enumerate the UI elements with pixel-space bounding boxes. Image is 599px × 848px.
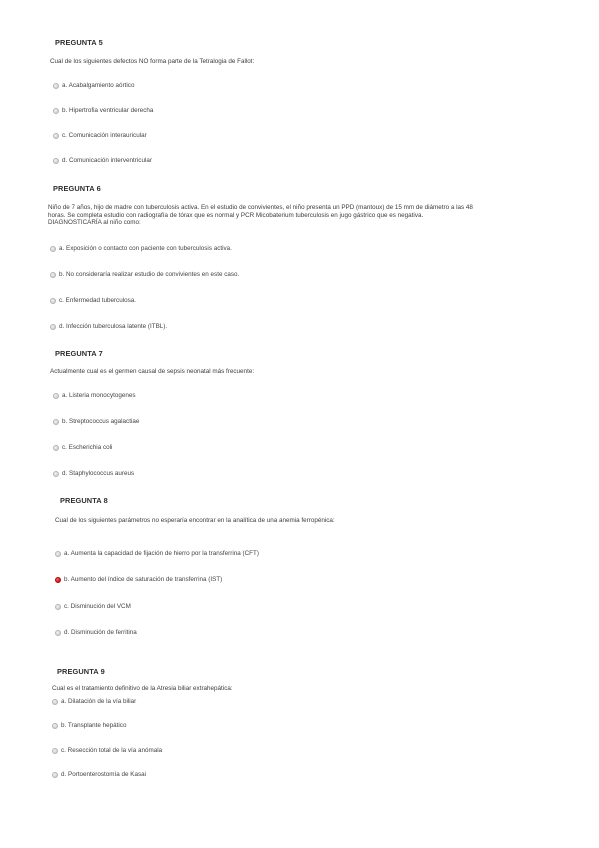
question-text-line: DIAGNOSTICARÍA al niño como:: [48, 219, 141, 227]
question-text-line: Cual de los siguientes defectos NO forma parte de la Tetralogia de Fallot:: [50, 58, 255, 65]
radio-button[interactable]: [52, 699, 58, 705]
radio-button[interactable]: [55, 604, 61, 610]
question-5-option-c[interactable]: [53, 132, 147, 139]
question-6-title: PREGUNTA 6: [53, 184, 101, 193]
question-8-option-b[interactable]: [55, 576, 222, 583]
option-label: a. Exposición o contacto con paciente con tuberculosis activa.: [59, 245, 232, 252]
question-text-line: Niño de 7 años, hijo de madre con tuberculosis activa. En el estudio de convivientes, el niño presenta un PPD (mantoux) de 15 mm de diámetro a las 48: [48, 204, 473, 211]
question-text-line: Cual es el tratamiento definitivo de la Atresia biliar extrahepática:: [52, 685, 233, 692]
question-text-line: Cual de los siguientes parámetros no esperaría encontrar en la analítica de una anemia ferropénica:: [55, 517, 335, 524]
option-label: d. Comunicación interventricular: [62, 157, 152, 164]
option-label: d. Disminución de ferritina: [64, 629, 137, 636]
radio-button[interactable]: [53, 393, 59, 399]
radio-button[interactable]: [53, 158, 59, 164]
question-5-option-b[interactable]: [53, 107, 153, 114]
option-label: b. Transplante hepático: [61, 722, 127, 729]
question-9-title: PREGUNTA 9: [57, 667, 105, 676]
question-9-text: [52, 685, 233, 693]
option-label: a. Listeria monocytogenes: [62, 392, 136, 399]
option-label: d. Portoenterostomía de Kasai: [61, 771, 147, 778]
option-label: c. Escherichia coli: [62, 444, 113, 451]
question-5-option-a[interactable]: [53, 82, 134, 89]
question-9-option-b[interactable]: [52, 722, 126, 729]
question-5-option-d[interactable]: [53, 157, 152, 164]
option-label: c. Comunicación interauricular: [62, 132, 147, 139]
option-label: b. No consideraría realizar estudio de convivientes en este caso.: [59, 271, 240, 278]
question-6-option-b[interactable]: [50, 271, 239, 278]
radio-button[interactable]: [50, 298, 56, 304]
question-9-option-a[interactable]: [52, 698, 136, 705]
radio-button[interactable]: [55, 551, 61, 557]
option-label: a. Acabalgamiento aórtico: [62, 82, 135, 89]
question-8-text: [55, 517, 335, 525]
question-7-option-c[interactable]: [53, 444, 112, 451]
radio-button[interactable]: [53, 83, 59, 89]
question-6-option-a[interactable]: [50, 245, 232, 252]
question-7-title: PREGUNTA 7: [55, 349, 103, 358]
question-text-line: Actualmente cual es el germen causal de sepsis neonatal más frecuente:: [50, 368, 255, 375]
radio-button[interactable]: [52, 772, 58, 778]
radio-button-selected[interactable]: [55, 577, 61, 583]
question-9-option-c[interactable]: [52, 747, 162, 754]
radio-button[interactable]: [53, 108, 59, 114]
question-7-option-a[interactable]: [53, 392, 136, 399]
option-label: a. Aumenta la capacidad de fijación de hierro por la transferrina (CFT): [64, 550, 259, 557]
option-label: c. Enfermedad tuberculosa.: [59, 297, 137, 304]
radio-button[interactable]: [55, 630, 61, 636]
option-label: b. Streptococcus agalactiae: [62, 418, 140, 425]
option-label: b. Aumento del índice de saturación de transferrina (IST): [64, 576, 223, 583]
option-label: c. Resección total de la vía anómala: [61, 747, 163, 754]
question-8-option-a[interactable]: [55, 550, 259, 557]
radio-button[interactable]: [50, 246, 56, 252]
question-9-option-d[interactable]: [52, 771, 146, 778]
question-8-title: PREGUNTA 8: [60, 496, 108, 505]
option-label: a. Dilatación de la vía biliar: [61, 698, 137, 705]
option-label: c. Disminución del VCM: [64, 603, 131, 610]
option-label: d. Staphylococcus aureus: [62, 470, 135, 477]
question-8-option-c[interactable]: [55, 603, 131, 610]
question-5-title: PREGUNTA 5: [55, 38, 103, 47]
radio-button[interactable]: [53, 471, 59, 477]
question-8-option-d[interactable]: [55, 629, 137, 636]
radio-button[interactable]: [53, 419, 59, 425]
option-label: b. Hipertrofia ventricular derecha: [62, 107, 154, 114]
option-label: d. Infección tuberculosa latente (ITBL).: [59, 323, 168, 330]
question-7-option-d[interactable]: [53, 470, 134, 477]
question-text-line: horas. Se completa estudio con radiografía de tórax que es normal y PCR Micobaterium tuberculosis en jugo gástrico que es negativa.: [48, 211, 424, 219]
radio-button[interactable]: [50, 324, 56, 330]
radio-button[interactable]: [53, 133, 59, 139]
question-6-option-c[interactable]: [50, 297, 136, 304]
question-7-option-b[interactable]: [53, 418, 139, 425]
question-5-text: [50, 58, 254, 66]
radio-button[interactable]: [52, 748, 58, 754]
question-6-text: [48, 204, 473, 227]
radio-button[interactable]: [50, 272, 56, 278]
question-6-option-d[interactable]: [50, 323, 167, 330]
radio-button[interactable]: [53, 445, 59, 451]
radio-button[interactable]: [52, 723, 58, 729]
question-7-text: [50, 368, 254, 376]
